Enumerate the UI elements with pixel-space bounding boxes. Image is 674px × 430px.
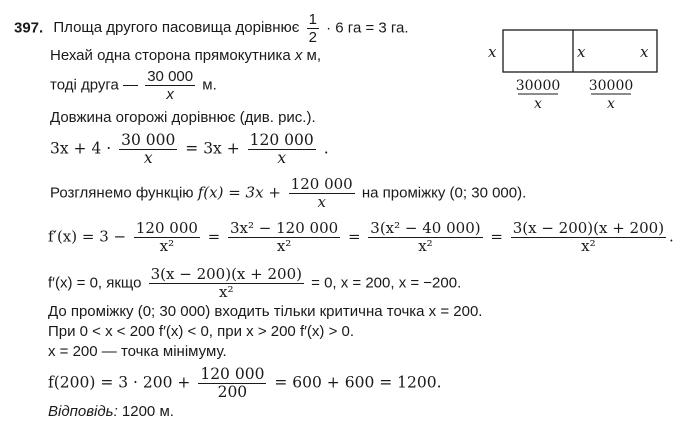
problem-line-3-text: тоді друга — — [50, 76, 143, 94]
problem-line-11: x = 200 — точка мінімуму. — [48, 343, 227, 360]
fraction — [289, 176, 355, 211]
middle-side-label: x — [577, 43, 586, 61]
eq1-mid: = 3x + — [185, 139, 245, 158]
fraction-denominator: x — [277, 149, 287, 167]
problem-line-4-text: Довжина огорожі дорівнює (див. рис.). — [50, 109, 316, 126]
problem-line-9: До проміжку (0; 30 000) входить тільки критична точка x = 200. — [48, 303, 483, 320]
fraction — [228, 220, 340, 255]
right-side-label: x — [640, 43, 649, 61]
bottom-left-denominator: x — [534, 96, 542, 112]
fraction — [119, 132, 177, 167]
fraction-numerator: 30 000 — [121, 131, 176, 149]
line8-lhs: f′(x) = 0, якщо — [48, 274, 146, 292]
fraction-numerator: 120 000 — [290, 175, 353, 193]
fraction-denominator: x² — [219, 283, 234, 301]
fraction-numerator: 30 000 — [147, 68, 194, 85]
problem-line-2-text: Нехай одна сторона прямокутника — [50, 47, 295, 64]
problem-number: 397. — [14, 19, 44, 37]
problem-line-1 — [14, 11, 409, 46]
answer-value: 1200 м. — [117, 403, 174, 420]
fraction — [198, 366, 266, 401]
problem-line-10: При 0 < x < 200 f′(x) < 0, при x > 200 f′(x) > 0. — [48, 323, 355, 340]
fraction-numerator: 1 — [308, 11, 317, 28]
fraction-30000-x — [145, 68, 195, 103]
equation-minimum-value — [48, 366, 442, 401]
problem-line-6-text: Розглянемо функцію — [50, 184, 198, 202]
fraction-denominator: 200 — [217, 383, 248, 401]
fraction-numerator: 120 000 — [200, 365, 265, 383]
problem-line-1-text: Площа другого пасовища дорівнює — [53, 19, 304, 37]
problem-line-2 — [50, 46, 321, 66]
equals-sign: = — [343, 227, 366, 246]
bottom-left-numerator: 30000 — [515, 78, 561, 94]
fraction — [248, 132, 316, 167]
problem-line-6 — [50, 176, 526, 211]
eq1-left: 3x + 4 · — [50, 139, 117, 158]
function-definition: f(x) = 3x + — [197, 183, 286, 202]
equals-sign: = — [202, 227, 226, 246]
rectangle-figure — [484, 22, 660, 112]
fraction-numerator: 3x² − 120 000 — [230, 219, 339, 237]
equation-derivative — [48, 220, 674, 255]
unit-text: м. — [202, 76, 217, 94]
variable-x: x — [294, 47, 303, 64]
fraction — [511, 220, 666, 255]
fraction-denominator: x² — [418, 237, 433, 255]
answer-line — [48, 402, 174, 422]
problem-line-3 — [50, 68, 217, 103]
problem-line-1-rest: · 6 га = 3 га. — [326, 19, 409, 37]
bottom-right-numerator: 30000 — [588, 78, 634, 94]
problem-line-4 — [50, 108, 316, 128]
fraction-denominator: x — [317, 193, 326, 211]
problem-line-8 — [48, 266, 461, 301]
equals-sign: = — [485, 227, 508, 246]
fraction-denominator: x — [143, 149, 153, 167]
fraction-denominator: x² — [581, 237, 596, 255]
fraction-numerator: 120 000 — [135, 219, 198, 237]
equation-perimeter — [50, 132, 329, 167]
fraction-numerator: 3(x − 200)(x + 200) — [512, 219, 665, 237]
problem-line-6-text2: на проміжку (0; 30 000). — [361, 184, 527, 202]
eq2-end: . — [669, 227, 674, 246]
fraction-numerator: 120 000 — [249, 131, 314, 149]
fraction-denominator: x² — [276, 237, 292, 255]
left-side-label: x — [488, 43, 497, 61]
eq1-end: . — [323, 139, 329, 158]
fraction-numerator: 3(x² − 40 000) — [370, 219, 481, 237]
eq2-lhs: f′(x) = 3 − — [48, 227, 131, 246]
fraction — [368, 220, 482, 255]
eq3-rhs: = 600 + 600 = 1200. — [274, 373, 442, 392]
fraction-denominator: x² — [159, 237, 175, 255]
bottom-right-denominator: x — [607, 96, 615, 112]
fraction — [134, 220, 200, 255]
line8-rhs: = 0, x = 200, x = −200. — [311, 274, 462, 292]
fraction-numerator: 3(x − 200)(x + 200) — [150, 265, 302, 283]
fraction-one-half — [307, 11, 319, 46]
fraction-denominator: x — [166, 86, 174, 103]
answer-label: Відповідь: — [48, 403, 118, 420]
eq3-lhs: f(200) = 3 · 200 + — [48, 373, 196, 392]
fraction — [149, 266, 304, 301]
unit-text: м, — [302, 47, 322, 64]
fraction-denominator: 2 — [308, 29, 317, 46]
